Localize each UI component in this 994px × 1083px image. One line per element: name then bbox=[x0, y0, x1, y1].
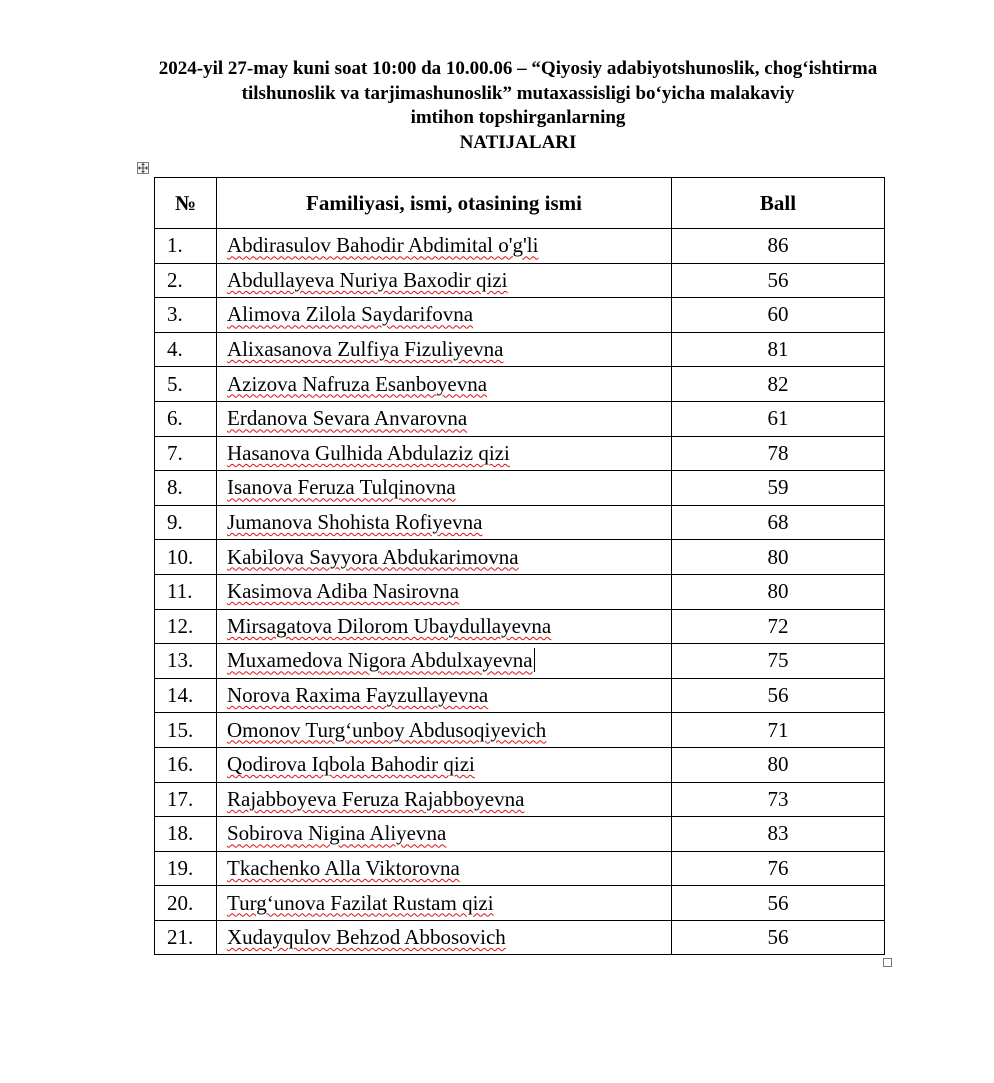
ball-score-cell[interactable]: 60 bbox=[672, 298, 885, 333]
row-number-cell[interactable]: 20. bbox=[155, 886, 217, 921]
full-name-text: Norova Raxima Fayzullayevna bbox=[227, 683, 489, 708]
table-row bbox=[155, 851, 885, 886]
full-name-text: Erdanova Sevara Anvarovna bbox=[227, 406, 468, 431]
table-row bbox=[155, 747, 885, 782]
full-name-cell[interactable] bbox=[217, 471, 672, 506]
ball-score-cell[interactable]: 76 bbox=[672, 851, 885, 886]
table-row bbox=[155, 920, 885, 955]
row-number-cell[interactable]: 21. bbox=[155, 920, 217, 955]
row-number-cell[interactable]: 1. bbox=[155, 229, 217, 264]
table-row bbox=[155, 367, 885, 402]
table-header-row bbox=[155, 178, 885, 229]
full-name-text: Turg‘unova Fazilat Rustam qizi bbox=[227, 890, 494, 915]
ball-score-cell[interactable]: 73 bbox=[672, 782, 885, 817]
full-name-cell[interactable] bbox=[217, 298, 672, 333]
table-row bbox=[155, 471, 885, 506]
table-row bbox=[155, 678, 885, 713]
ball-score-cell[interactable]: 86 bbox=[672, 229, 885, 264]
column-header-number: № bbox=[155, 178, 217, 229]
table-row bbox=[155, 574, 885, 609]
heading-line-2: tilshunoslik va tarjimashunoslik” mutaxassisligi bo‘yicha malakaviy bbox=[241, 82, 795, 104]
row-number-cell[interactable]: 9. bbox=[155, 505, 217, 540]
ball-score-cell[interactable]: 83 bbox=[672, 817, 885, 852]
full-name-cell[interactable] bbox=[217, 401, 672, 436]
full-name-text: Qodirova Iqbola Bahodir qizi bbox=[227, 752, 475, 777]
ball-score-cell[interactable]: 80 bbox=[672, 540, 885, 575]
full-name-text: Sobirova Nigina Aliyevna bbox=[227, 821, 447, 846]
row-number-cell[interactable]: 3. bbox=[155, 298, 217, 333]
row-number-cell[interactable]: 2. bbox=[155, 263, 217, 298]
full-name-cell[interactable] bbox=[217, 747, 672, 782]
full-name-cell[interactable] bbox=[217, 609, 672, 644]
full-name-cell[interactable] bbox=[217, 886, 672, 921]
table-row bbox=[155, 298, 885, 333]
ball-score-cell[interactable]: 56 bbox=[672, 263, 885, 298]
full-name-text: Rajabboyeva Feruza Rajabboyevna bbox=[227, 786, 525, 811]
table-row bbox=[155, 436, 885, 471]
full-name-text: Alimova Zilola Saydarifovna bbox=[227, 302, 474, 327]
table-row bbox=[155, 817, 885, 852]
heading-line-4: NATIJALARI bbox=[459, 131, 577, 153]
table-row bbox=[155, 782, 885, 817]
full-name-text: Hasanova Gulhida Abdulaziz qizi bbox=[227, 440, 510, 465]
full-name-cell[interactable] bbox=[217, 713, 672, 748]
ball-score-cell[interactable]: 78 bbox=[672, 436, 885, 471]
row-number-cell[interactable]: 18. bbox=[155, 817, 217, 852]
ball-score-cell[interactable]: 80 bbox=[672, 747, 885, 782]
full-name-cell[interactable] bbox=[217, 574, 672, 609]
table-row bbox=[155, 505, 885, 540]
ball-score-cell[interactable]: 75 bbox=[672, 644, 885, 679]
full-name-cell[interactable] bbox=[217, 540, 672, 575]
ball-score-cell[interactable]: 59 bbox=[672, 471, 885, 506]
full-name-text: Muxamedova Nigora Abdulxayevna bbox=[227, 648, 533, 673]
row-number-cell[interactable]: 4. bbox=[155, 332, 217, 367]
row-number-cell[interactable]: 7. bbox=[155, 436, 217, 471]
full-name-text: Azizova Nafruza Esanboyevna bbox=[227, 371, 488, 396]
table-move-handle-icon[interactable] bbox=[137, 162, 149, 174]
ball-score-cell[interactable]: 81 bbox=[672, 332, 885, 367]
table-row bbox=[155, 401, 885, 436]
row-number-cell[interactable]: 14. bbox=[155, 678, 217, 713]
full-name-text: Mirsagatova Dilorom Ubaydullayevna bbox=[227, 613, 552, 638]
full-name-cell[interactable] bbox=[217, 263, 672, 298]
row-number-cell[interactable]: 12. bbox=[155, 609, 217, 644]
full-name-text: Tkachenko Alla Viktorovna bbox=[227, 855, 460, 880]
row-number-cell[interactable]: 8. bbox=[155, 471, 217, 506]
table-row bbox=[155, 263, 885, 298]
document-heading bbox=[60, 57, 976, 155]
row-number-cell[interactable]: 16. bbox=[155, 747, 217, 782]
row-number-cell[interactable]: 13. bbox=[155, 644, 217, 679]
row-number-cell[interactable]: 10. bbox=[155, 540, 217, 575]
full-name-text: Abdirasulov Bahodir Abdimital o'g'li bbox=[227, 233, 539, 258]
ball-score-cell[interactable]: 61 bbox=[672, 401, 885, 436]
ball-score-cell[interactable]: 68 bbox=[672, 505, 885, 540]
full-name-cell[interactable] bbox=[217, 678, 672, 713]
full-name-text: Omonov Turg‘unboy Abdusoqiyevich bbox=[227, 717, 547, 742]
row-number-cell[interactable]: 11. bbox=[155, 574, 217, 609]
full-name-text: Kabilova Sayyora Abdukarimovna bbox=[227, 544, 519, 569]
full-name-text: Kasimova Adiba Nasirovna bbox=[227, 579, 460, 604]
column-header-ball: Ball bbox=[672, 178, 885, 229]
full-name-cell[interactable] bbox=[217, 505, 672, 540]
row-number-cell[interactable]: 6. bbox=[155, 401, 217, 436]
ball-score-cell[interactable]: 82 bbox=[672, 367, 885, 402]
table-row bbox=[155, 713, 885, 748]
full-name-cell[interactable] bbox=[217, 782, 672, 817]
column-header-full-name: Familiyasi, ismi, otasining ismi bbox=[217, 178, 672, 229]
table-row bbox=[155, 644, 885, 679]
ball-score-cell[interactable]: 80 bbox=[672, 574, 885, 609]
full-name-cell[interactable] bbox=[217, 920, 672, 955]
table-row bbox=[155, 229, 885, 264]
row-number-cell[interactable]: 5. bbox=[155, 367, 217, 402]
table-row bbox=[155, 332, 885, 367]
heading-line-3: imtihon topshirganlarning bbox=[410, 107, 626, 128]
results-table bbox=[154, 177, 885, 955]
full-name-cell[interactable] bbox=[217, 229, 672, 264]
full-name-cell[interactable] bbox=[217, 367, 672, 402]
table-resize-handle-icon[interactable] bbox=[883, 958, 892, 967]
table-row bbox=[155, 886, 885, 921]
full-name-cell[interactable] bbox=[217, 436, 672, 471]
row-number-cell[interactable]: 19. bbox=[155, 851, 217, 886]
row-number-cell[interactable]: 17. bbox=[155, 782, 217, 817]
ball-score-cell[interactable]: 56 bbox=[672, 920, 885, 955]
full-name-cell[interactable] bbox=[217, 817, 672, 852]
ball-score-cell[interactable]: 72 bbox=[672, 609, 885, 644]
row-number-cell[interactable]: 15. bbox=[155, 713, 217, 748]
full-name-text: Jumanova Shohista Rofiyevna bbox=[227, 510, 483, 535]
table-row bbox=[155, 540, 885, 575]
full-name-cell[interactable] bbox=[217, 851, 672, 886]
full-name-text: Alixasanova Zulfiya Fizuliyevna bbox=[227, 337, 504, 362]
heading-line-1: 2024-yil 27-may kuni soat 10:00 da 10.00.06 – “Qiyosiy adabiyotshunoslik, chog‘ishtirma bbox=[158, 58, 878, 79]
full-name-cell[interactable] bbox=[217, 644, 672, 679]
full-name-text: Xudayqulov Behzod Abbosovich bbox=[227, 925, 506, 950]
ball-score-cell[interactable]: 71 bbox=[672, 713, 885, 748]
ball-score-cell[interactable]: 56 bbox=[672, 678, 885, 713]
ball-score-cell[interactable]: 56 bbox=[672, 886, 885, 921]
full-name-text: Abdullayeva Nuriya Baxodir qizi bbox=[227, 267, 508, 292]
full-name-cell[interactable] bbox=[217, 332, 672, 367]
full-name-text: Isanova Feruza Tulqinovna bbox=[227, 475, 456, 500]
table-row bbox=[155, 609, 885, 644]
